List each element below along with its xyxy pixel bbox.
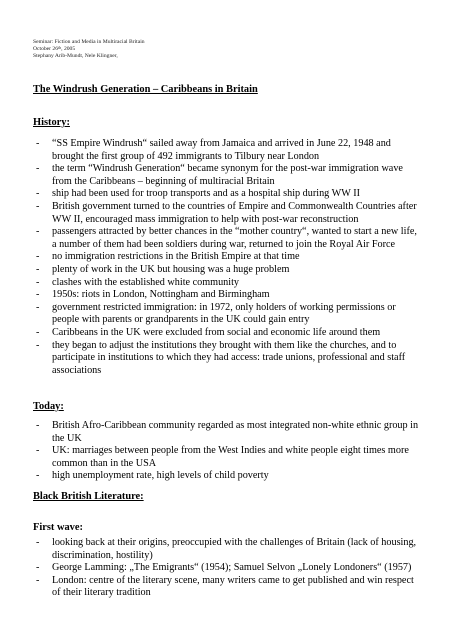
header-seminar: Seminar: Fiction and Media in Multiracial Britain (33, 39, 145, 45)
history-list (0, 138, 452, 377)
list-item (0, 163, 452, 188)
list-item (0, 562, 452, 575)
list-item-text: government restricted immigration: in 1972, only holders of working permissions or people with parents or grandparents in the UK could gain entry (52, 301, 396, 326)
bullet-dash: - (36, 226, 40, 238)
list-item (0, 138, 452, 163)
list-item (0, 327, 452, 340)
bullet-dash: - (36, 339, 40, 351)
list-item (0, 340, 452, 378)
header-date-text: October 26 (33, 46, 59, 52)
header-date (33, 46, 145, 53)
list-item-text: plenty of work in the UK but housing was a huge problem (52, 263, 290, 275)
list-item (0, 201, 452, 226)
bullet-dash: - (36, 276, 40, 288)
list-item-text: British Afro-Caribbean community regarded as most integrated non-white ethnic group in the UK (52, 420, 419, 444)
bullet-dash: - (36, 420, 40, 431)
list-item-text: looking back at their origins, preoccupied with the challenges of Britain (lack of housing, discrimination, hostility) (52, 537, 417, 561)
list-item-text: 1950s: riots in London, Nottingham and Birmingham (52, 289, 270, 301)
list-item (0, 537, 452, 562)
list-item-text: passengers attracted by better chances in the “mother country“, wanted to start a new life, a number of them had been soldiers during war, returned to join the Royal Air Force (52, 226, 417, 250)
list-item-text: ship had been used for troop transports and as a hospital ship during WW II (52, 188, 361, 200)
list-item (0, 251, 452, 264)
list-item-text: they began to adjust the institutions they brought with them like the churches, and to participate in institutions to which they had access: trade unions, professional and staff associations (52, 339, 406, 376)
bullet-dash: - (36, 326, 40, 338)
page-title: The Windrush Generation – Caribbeans in Britain (33, 84, 258, 95)
header-authors: Stephany Arib-Mundt, Nele Klingner, (33, 53, 118, 59)
bullet-dash: - (36, 301, 40, 313)
bullet-dash: - (36, 470, 40, 482)
list-item-text: the term “Windrush Generation“ became synonym for the post-war immigration wave from the Caribbeans – beginning of multiracial Britain (52, 163, 403, 187)
list-item (0, 289, 452, 302)
bullet-dash: - (36, 188, 40, 200)
history-heading: History: (33, 117, 70, 128)
bullet-dash: - (36, 251, 40, 263)
list-item (0, 470, 452, 483)
list-item (0, 264, 452, 277)
bullet-dash: - (36, 263, 40, 275)
literature-heading: Black British Literature: (33, 491, 144, 502)
list-item (0, 420, 452, 445)
list-item-text: no immigration restrictions in the British Empire at that time (52, 251, 300, 263)
list-item-text: UK: marriages between people from the West Indies and white people eight times more common than in the USA (52, 445, 409, 469)
list-item-text: high unemployment rate, high levels of child poverty (52, 470, 269, 482)
today-list (0, 420, 452, 483)
bullet-dash: - (36, 163, 40, 175)
list-item (0, 188, 452, 201)
list-item (0, 575, 452, 600)
bullet-dash: - (36, 574, 40, 586)
bullet-dash: - (36, 562, 40, 574)
bullet-dash: - (36, 289, 40, 301)
today-heading: Today: (33, 401, 64, 412)
list-item (0, 445, 452, 470)
header-date-year: , 2005 (61, 46, 76, 52)
list-item (0, 277, 452, 290)
document-header (33, 39, 145, 60)
list-item (0, 226, 452, 251)
list-item-text: clashes with the established white community (52, 276, 240, 288)
bullet-dash: - (36, 445, 40, 457)
header-date-suffix: th (58, 45, 62, 50)
list-item-text: George Lamming: „The Emigrants“ (1954); Samuel Selvon „Lonely Londoners“ (1957) (52, 562, 412, 574)
list-item-text: London: centre of the literary scene, many writers came to get published and win respect of their literary tradition (52, 574, 414, 599)
first-wave-heading: First wave: (33, 522, 83, 533)
list-item-text: Caribbeans in the UK were excluded from social and economic life around them (52, 326, 381, 338)
first-wave-list (0, 537, 452, 600)
bullet-dash: - (36, 138, 40, 149)
list-item-text: British government turned to the countries of Empire and Commonwealth Countries after WW II, encouraged mass immigration to help with post-war reconstruction (52, 200, 417, 225)
bullet-dash: - (36, 200, 40, 212)
bullet-dash: - (36, 537, 40, 548)
list-item-text: “SS Empire Windrush“ sailed away from Jamaica and arrived in June 22, 1948 and brought the first group of 492 immigrants to Tilbury near London (52, 138, 391, 162)
list-item (0, 302, 452, 327)
